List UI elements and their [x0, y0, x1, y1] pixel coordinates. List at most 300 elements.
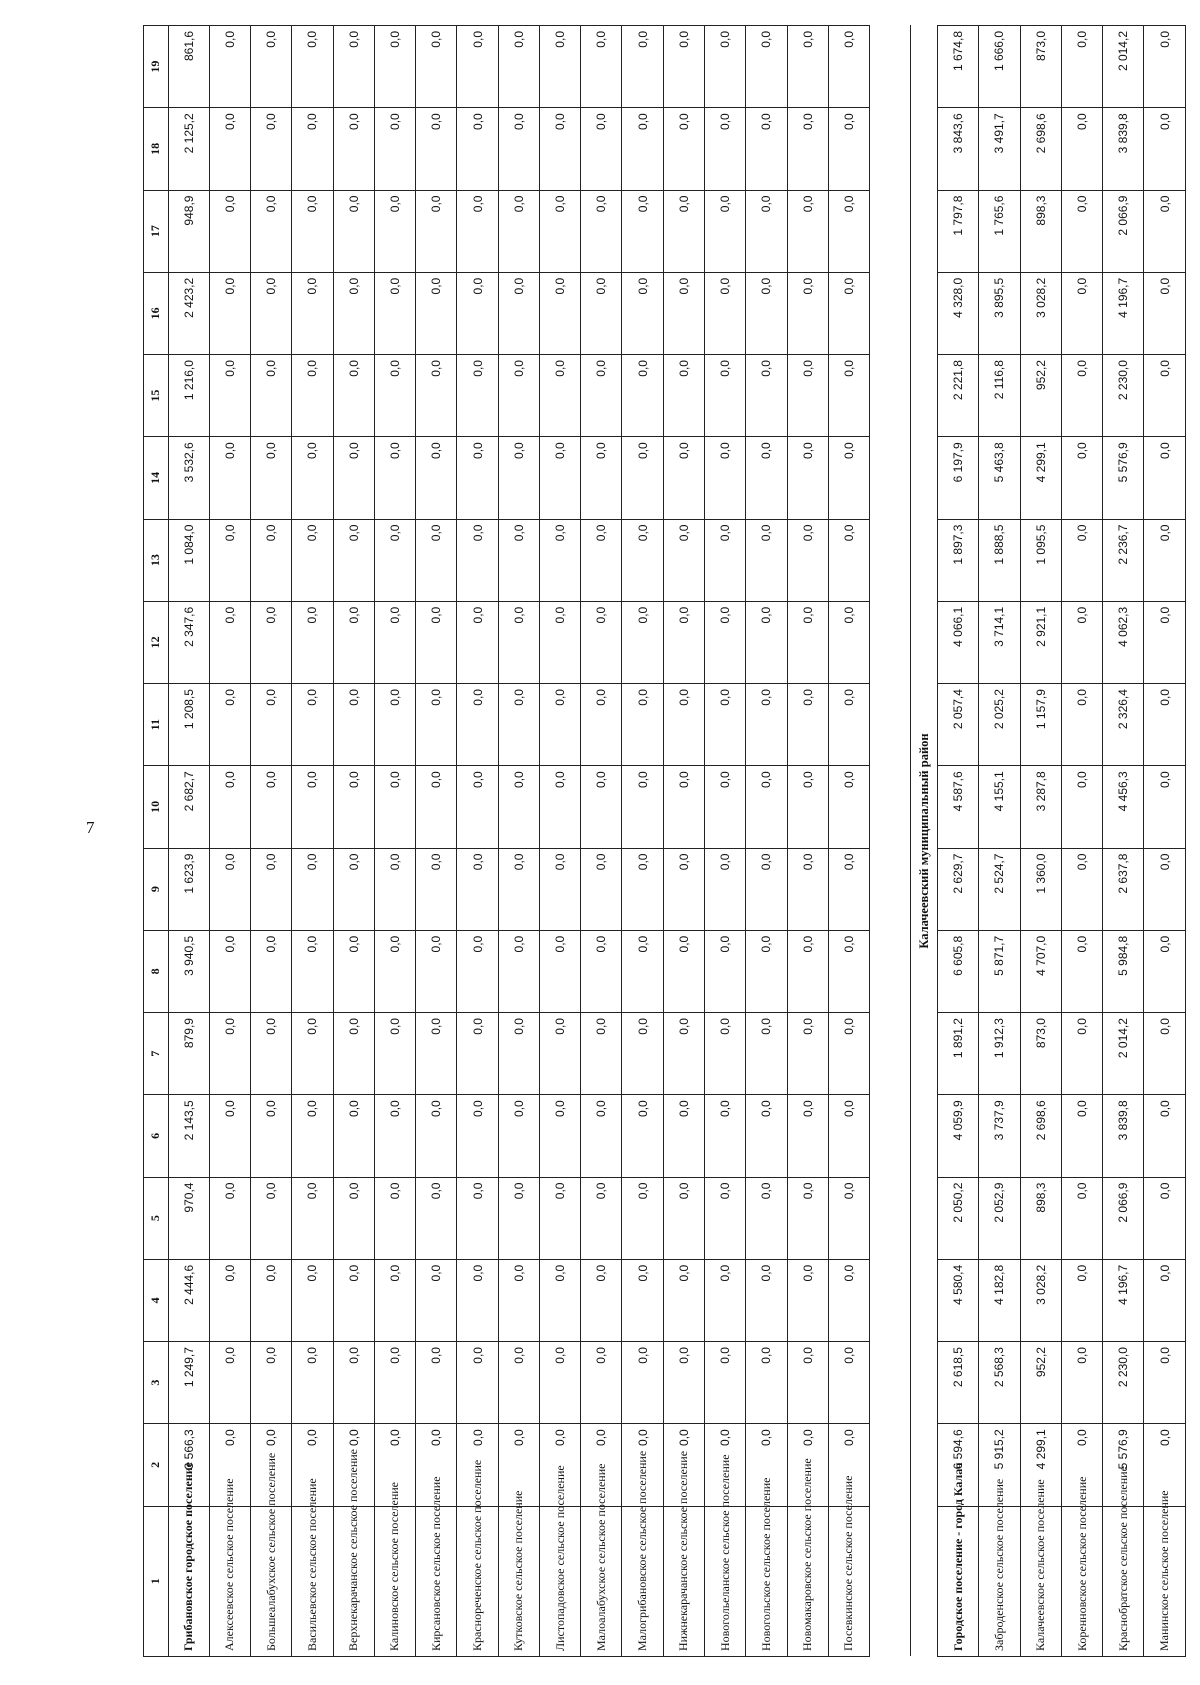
value-cell: 0,0 — [416, 437, 457, 519]
budget-table — [143, 25, 1186, 1657]
value-cell: 0,0 — [1144, 272, 1186, 354]
value-cell: 0,0 — [1061, 1424, 1102, 1506]
value-cell: 4 587,6 — [938, 766, 979, 848]
value-cell: 3 566,3 — [168, 1424, 209, 1506]
value-cell: 0,0 — [1061, 930, 1102, 1012]
value-cell: 0,0 — [374, 684, 415, 766]
value-cell: 6 197,9 — [938, 437, 979, 519]
value-cell: 2 143,5 — [168, 1095, 209, 1177]
table-row — [938, 26, 979, 1657]
value-cell: 0,0 — [416, 1342, 457, 1424]
value-cell: 0,0 — [622, 601, 663, 683]
value-cell: 0,0 — [787, 1424, 828, 1506]
table-row — [251, 26, 292, 1657]
value-cell: 0,0 — [828, 437, 869, 519]
value-cell: 6 605,8 — [938, 930, 979, 1012]
value-cell: 0,0 — [581, 1259, 622, 1341]
value-cell: 0,0 — [704, 1177, 745, 1259]
spacer-cell — [870, 26, 911, 1657]
value-cell: 0,0 — [787, 684, 828, 766]
value-cell: 948,9 — [168, 190, 209, 272]
value-cell: 0,0 — [251, 26, 292, 108]
settlement-name: Городское поселение - город Калач — [938, 1506, 979, 1656]
value-cell: 1 797,8 — [938, 190, 979, 272]
settlement-name: Нижнекарачанское сельское поселение — [663, 1506, 704, 1656]
value-cell: 0,0 — [457, 437, 498, 519]
value-cell: 0,0 — [787, 1013, 828, 1095]
value-cell: 0,0 — [663, 519, 704, 601]
value-cell: 0,0 — [828, 272, 869, 354]
value-cell: 0,0 — [457, 355, 498, 437]
value-cell: 0,0 — [333, 272, 374, 354]
value-cell: 0,0 — [333, 1177, 374, 1259]
value-cell: 0,0 — [828, 108, 869, 190]
value-cell: 0,0 — [333, 766, 374, 848]
value-cell: 2 025,2 — [979, 684, 1020, 766]
settlement-name: Верхнекарачанское сельское поселение — [333, 1506, 374, 1656]
value-cell: 5 915,2 — [979, 1424, 1020, 1506]
value-cell: 0,0 — [498, 1424, 539, 1506]
value-cell: 0,0 — [1144, 437, 1186, 519]
value-cell: 0,0 — [663, 272, 704, 354]
value-cell: 0,0 — [704, 108, 745, 190]
value-cell: 0,0 — [704, 437, 745, 519]
value-cell: 0,0 — [746, 766, 787, 848]
value-cell: 0,0 — [292, 1177, 333, 1259]
value-cell: 1 360,0 — [1020, 848, 1061, 930]
value-cell: 1 208,5 — [168, 684, 209, 766]
value-cell: 0,0 — [292, 1424, 333, 1506]
value-cell: 0,0 — [498, 272, 539, 354]
settlement-name: Краснореченское сельское поселение — [457, 1506, 498, 1656]
settlement-name: Листопадовское сельское поселение — [539, 1506, 580, 1656]
table-row — [704, 26, 745, 1657]
value-cell: 5 576,9 — [1103, 1424, 1144, 1506]
value-cell: 1 249,7 — [168, 1342, 209, 1424]
value-cell: 5 984,8 — [1103, 930, 1144, 1012]
value-cell: 0,0 — [1144, 1177, 1186, 1259]
table-row — [622, 26, 663, 1657]
value-cell: 0,0 — [828, 684, 869, 766]
value-cell: 0,0 — [209, 26, 250, 108]
value-cell: 0,0 — [539, 601, 580, 683]
section-title: Калачеевский муниципальный район — [911, 26, 938, 1657]
value-cell: 0,0 — [292, 1342, 333, 1424]
value-cell: 1 912,3 — [979, 1013, 1020, 1095]
value-cell: 0,0 — [457, 272, 498, 354]
value-cell: 0,0 — [828, 930, 869, 1012]
value-cell: 0,0 — [746, 684, 787, 766]
settlement-name: Малогрибановское сельское поселение — [622, 1506, 663, 1656]
value-cell: 0,0 — [1144, 355, 1186, 437]
value-cell: 0,0 — [1144, 766, 1186, 848]
value-cell: 4 182,8 — [979, 1259, 1020, 1341]
settlement-name: Новомакаровское сельское поселение — [787, 1506, 828, 1656]
column-number-8: 8 — [144, 930, 169, 1012]
value-cell: 0,0 — [251, 1177, 292, 1259]
value-cell: 2 014,2 — [1103, 1013, 1144, 1095]
table-row — [1103, 26, 1144, 1657]
value-cell: 0,0 — [209, 108, 250, 190]
value-cell: 0,0 — [1144, 26, 1186, 108]
value-cell: 0,0 — [251, 190, 292, 272]
value-cell: 0,0 — [1061, 1095, 1102, 1177]
value-cell: 0,0 — [1061, 26, 1102, 108]
value-cell: 4 196,7 — [1103, 272, 1144, 354]
value-cell: 0,0 — [374, 26, 415, 108]
value-cell: 0,0 — [457, 1424, 498, 1506]
value-cell: 0,0 — [622, 437, 663, 519]
value-cell: 0,0 — [1144, 1095, 1186, 1177]
settlement-name: Краснобратское сельское поселение — [1103, 1506, 1144, 1656]
value-cell: 0,0 — [333, 190, 374, 272]
value-cell: 0,0 — [622, 1013, 663, 1095]
settlement-name: Калиновское сельское поселение — [374, 1506, 415, 1656]
value-cell: 4 580,4 — [938, 1259, 979, 1341]
settlement-name: Малоалабухское сельское поселение — [581, 1506, 622, 1656]
value-cell: 0,0 — [333, 108, 374, 190]
value-cell: 0,0 — [704, 355, 745, 437]
value-cell: 0,0 — [746, 26, 787, 108]
value-cell: 0,0 — [251, 601, 292, 683]
value-cell: 0,0 — [457, 930, 498, 1012]
value-cell: 0,0 — [622, 519, 663, 601]
value-cell: 0,0 — [374, 190, 415, 272]
value-cell: 1 095,5 — [1020, 519, 1061, 601]
value-cell: 0,0 — [416, 1259, 457, 1341]
value-cell: 0,0 — [251, 930, 292, 1012]
value-cell: 0,0 — [1061, 766, 1102, 848]
value-cell: 0,0 — [292, 519, 333, 601]
value-cell: 0,0 — [539, 930, 580, 1012]
value-cell: 0,0 — [539, 190, 580, 272]
value-cell: 0,0 — [704, 190, 745, 272]
value-cell: 0,0 — [292, 437, 333, 519]
value-cell: 0,0 — [251, 1013, 292, 1095]
value-cell: 0,0 — [746, 930, 787, 1012]
value-cell: 0,0 — [1144, 1342, 1186, 1424]
value-cell: 0,0 — [704, 848, 745, 930]
column-number-15: 15 — [144, 355, 169, 437]
value-cell: 3 895,5 — [979, 272, 1020, 354]
value-cell: 879,9 — [168, 1013, 209, 1095]
value-cell: 0,0 — [539, 355, 580, 437]
value-cell: 0,0 — [663, 1095, 704, 1177]
value-cell: 0,0 — [498, 1259, 539, 1341]
value-cell: 0,0 — [539, 108, 580, 190]
value-cell: 0,0 — [663, 601, 704, 683]
value-cell: 0,0 — [333, 355, 374, 437]
value-cell: 0,0 — [828, 1095, 869, 1177]
table-row — [979, 26, 1020, 1657]
value-cell: 0,0 — [746, 1424, 787, 1506]
settlement-name: Большеалабухское сельское поселение — [251, 1506, 292, 1656]
value-cell: 2 230,0 — [1103, 1342, 1144, 1424]
value-cell: 0,0 — [828, 766, 869, 848]
value-cell: 0,0 — [787, 190, 828, 272]
value-cell: 4 299,1 — [1020, 1424, 1061, 1506]
value-cell: 0,0 — [333, 601, 374, 683]
value-cell: 0,0 — [787, 848, 828, 930]
value-cell: 2 236,7 — [1103, 519, 1144, 601]
value-cell: 0,0 — [704, 1013, 745, 1095]
column-number-9: 9 — [144, 848, 169, 930]
value-cell: 0,0 — [704, 684, 745, 766]
value-cell: 0,0 — [704, 766, 745, 848]
value-cell: 0,0 — [209, 684, 250, 766]
value-cell: 0,0 — [416, 26, 457, 108]
value-cell: 0,0 — [663, 108, 704, 190]
value-cell: 0,0 — [704, 601, 745, 683]
value-cell: 2 014,2 — [1103, 26, 1144, 108]
value-cell: 952,2 — [1020, 1342, 1061, 1424]
value-cell: 0,0 — [292, 766, 333, 848]
value-cell: 0,0 — [622, 1342, 663, 1424]
settlement-name: Манинское сельское поселение — [1144, 1506, 1186, 1656]
value-cell: 0,0 — [498, 1013, 539, 1095]
value-cell: 0,0 — [787, 1095, 828, 1177]
value-cell: 0,0 — [622, 108, 663, 190]
table-row — [374, 26, 415, 1657]
value-cell: 0,0 — [581, 1177, 622, 1259]
value-cell: 3 287,8 — [1020, 766, 1061, 848]
value-cell: 0,0 — [622, 190, 663, 272]
value-cell: 0,0 — [374, 272, 415, 354]
value-cell: 0,0 — [251, 1259, 292, 1341]
value-cell: 2 116,8 — [979, 355, 1020, 437]
value-cell: 0,0 — [292, 930, 333, 1012]
value-cell: 2 230,0 — [1103, 355, 1144, 437]
value-cell: 0,0 — [374, 1424, 415, 1506]
value-cell: 0,0 — [457, 190, 498, 272]
value-cell: 2 637,8 — [1103, 848, 1144, 930]
value-cell: 0,0 — [416, 684, 457, 766]
settlement-name: Алексеевское сельское поселение — [209, 1506, 250, 1656]
table-body — [144, 26, 1186, 1657]
value-cell: 6 594,6 — [938, 1424, 979, 1506]
value-cell: 4 059,9 — [938, 1095, 979, 1177]
value-cell: 3 491,7 — [979, 108, 1020, 190]
value-cell: 2 057,4 — [938, 684, 979, 766]
value-cell: 0,0 — [209, 1424, 250, 1506]
value-cell: 0,0 — [457, 1259, 498, 1341]
value-cell: 0,0 — [457, 1342, 498, 1424]
value-cell: 3 839,8 — [1103, 108, 1144, 190]
value-cell: 0,0 — [209, 190, 250, 272]
value-cell: 0,0 — [292, 1095, 333, 1177]
column-number-3: 3 — [144, 1342, 169, 1424]
value-cell: 0,0 — [416, 272, 457, 354]
value-cell: 0,0 — [1144, 601, 1186, 683]
value-cell: 0,0 — [457, 601, 498, 683]
value-cell: 3 714,1 — [979, 601, 1020, 683]
value-cell: 0,0 — [498, 108, 539, 190]
value-cell: 2 052,9 — [979, 1177, 1020, 1259]
value-cell: 0,0 — [1061, 1013, 1102, 1095]
value-cell: 5 463,8 — [979, 437, 1020, 519]
column-number-5: 5 — [144, 1177, 169, 1259]
value-cell: 0,0 — [539, 1177, 580, 1259]
value-cell: 2 698,6 — [1020, 108, 1061, 190]
value-cell: 2 326,4 — [1103, 684, 1144, 766]
value-cell: 0,0 — [333, 848, 374, 930]
value-cell: 0,0 — [581, 355, 622, 437]
value-cell: 0,0 — [787, 601, 828, 683]
section-row — [911, 26, 938, 1657]
value-cell: 0,0 — [663, 1013, 704, 1095]
value-cell: 0,0 — [787, 1259, 828, 1341]
value-cell: 0,0 — [416, 1424, 457, 1506]
value-cell: 3 028,2 — [1020, 1259, 1061, 1341]
value-cell: 0,0 — [457, 848, 498, 930]
value-cell: 0,0 — [333, 437, 374, 519]
settlement-name: Новогольское сельское поселение — [746, 1506, 787, 1656]
value-cell: 0,0 — [374, 1013, 415, 1095]
value-cell: 0,0 — [1144, 1259, 1186, 1341]
value-cell: 0,0 — [251, 1095, 292, 1177]
value-cell: 0,0 — [209, 437, 250, 519]
value-cell: 0,0 — [787, 930, 828, 1012]
value-cell: 0,0 — [251, 684, 292, 766]
value-cell: 1 891,2 — [938, 1013, 979, 1095]
value-cell: 0,0 — [663, 26, 704, 108]
value-cell: 2 444,6 — [168, 1259, 209, 1341]
value-cell: 3 028,2 — [1020, 272, 1061, 354]
column-number-4: 4 — [144, 1259, 169, 1341]
value-cell: 1 765,6 — [979, 190, 1020, 272]
value-cell: 1 888,5 — [979, 519, 1020, 601]
value-cell: 3 532,6 — [168, 437, 209, 519]
value-cell: 0,0 — [828, 1424, 869, 1506]
value-cell: 0,0 — [581, 601, 622, 683]
value-cell: 970,4 — [168, 1177, 209, 1259]
value-cell: 0,0 — [374, 355, 415, 437]
value-cell: 0,0 — [828, 355, 869, 437]
table-row — [1020, 26, 1061, 1657]
value-cell: 0,0 — [416, 519, 457, 601]
value-cell: 4 299,1 — [1020, 437, 1061, 519]
value-cell: 0,0 — [663, 930, 704, 1012]
value-cell: 0,0 — [539, 1095, 580, 1177]
value-cell: 0,0 — [457, 1095, 498, 1177]
settlement-name: Новогольеланское сельское поселение — [704, 1506, 745, 1656]
column-number-row — [144, 26, 169, 1657]
value-cell: 873,0 — [1020, 26, 1061, 108]
value-cell: 0,0 — [581, 684, 622, 766]
value-cell: 2 618,5 — [938, 1342, 979, 1424]
value-cell: 0,0 — [746, 601, 787, 683]
value-cell: 0,0 — [581, 766, 622, 848]
value-cell: 0,0 — [416, 1177, 457, 1259]
value-cell: 0,0 — [1061, 355, 1102, 437]
value-cell: 0,0 — [704, 26, 745, 108]
value-cell: 2 629,7 — [938, 848, 979, 930]
value-cell: 0,0 — [416, 1095, 457, 1177]
value-cell: 898,3 — [1020, 190, 1061, 272]
value-cell: 0,0 — [581, 1342, 622, 1424]
value-cell: 0,0 — [746, 108, 787, 190]
value-cell: 0,0 — [1144, 108, 1186, 190]
value-cell: 0,0 — [787, 1177, 828, 1259]
table-row — [333, 26, 374, 1657]
value-cell: 2 221,8 — [938, 355, 979, 437]
value-cell: 0,0 — [333, 26, 374, 108]
value-cell: 0,0 — [828, 26, 869, 108]
column-number-17: 17 — [144, 190, 169, 272]
value-cell: 0,0 — [292, 848, 333, 930]
column-number-10: 10 — [144, 766, 169, 848]
value-cell: 0,0 — [251, 1424, 292, 1506]
value-cell: 0,0 — [663, 190, 704, 272]
value-cell: 0,0 — [622, 1095, 663, 1177]
value-cell: 0,0 — [746, 190, 787, 272]
value-cell: 2 347,6 — [168, 601, 209, 683]
value-cell: 0,0 — [787, 108, 828, 190]
value-cell: 0,0 — [704, 1259, 745, 1341]
value-cell: 0,0 — [498, 930, 539, 1012]
value-cell: 0,0 — [1061, 848, 1102, 930]
settlement-name: Грибановское городское поселение — [168, 1506, 209, 1656]
value-cell: 0,0 — [828, 1259, 869, 1341]
value-cell: 0,0 — [1144, 848, 1186, 930]
table-row — [292, 26, 333, 1657]
value-cell: 861,6 — [168, 26, 209, 108]
table-row — [539, 26, 580, 1657]
column-number-2: 2 — [144, 1424, 169, 1506]
column-number-18: 18 — [144, 108, 169, 190]
value-cell: 0,0 — [622, 766, 663, 848]
value-cell: 0,0 — [581, 108, 622, 190]
value-cell: 0,0 — [622, 272, 663, 354]
value-cell: 0,0 — [292, 601, 333, 683]
value-cell: 0,0 — [209, 1095, 250, 1177]
value-cell: 3 839,8 — [1103, 1095, 1144, 1177]
value-cell: 0,0 — [581, 1013, 622, 1095]
value-cell: 2 423,2 — [168, 272, 209, 354]
value-cell: 0,0 — [1061, 1177, 1102, 1259]
value-cell: 0,0 — [498, 519, 539, 601]
value-cell: 0,0 — [539, 26, 580, 108]
value-cell: 0,0 — [374, 1342, 415, 1424]
value-cell: 0,0 — [209, 355, 250, 437]
column-number-13: 13 — [144, 519, 169, 601]
value-cell: 0,0 — [251, 108, 292, 190]
value-cell: 0,0 — [251, 848, 292, 930]
value-cell: 1 897,3 — [938, 519, 979, 601]
value-cell: 1 666,0 — [979, 26, 1020, 108]
value-cell: 0,0 — [292, 355, 333, 437]
settlement-name: Заброденское сельское поселение — [979, 1506, 1020, 1656]
value-cell: 1 084,0 — [168, 519, 209, 601]
value-cell: 0,0 — [622, 930, 663, 1012]
value-cell: 4 155,1 — [979, 766, 1020, 848]
value-cell: 0,0 — [663, 1342, 704, 1424]
settlement-name: Кутковское сельское поселение — [498, 1506, 539, 1656]
table-row — [663, 26, 704, 1657]
value-cell: 0,0 — [704, 1424, 745, 1506]
value-cell: 0,0 — [746, 1013, 787, 1095]
value-cell: 0,0 — [787, 519, 828, 601]
value-cell: 0,0 — [1061, 684, 1102, 766]
value-cell: 0,0 — [498, 190, 539, 272]
value-cell: 0,0 — [539, 684, 580, 766]
column-number-16: 16 — [144, 272, 169, 354]
value-cell: 0,0 — [704, 1342, 745, 1424]
value-cell: 0,0 — [374, 766, 415, 848]
settlement-name: Посевкинское сельское поселение — [828, 1506, 869, 1656]
value-cell: 0,0 — [416, 848, 457, 930]
value-cell: 0,0 — [1061, 519, 1102, 601]
